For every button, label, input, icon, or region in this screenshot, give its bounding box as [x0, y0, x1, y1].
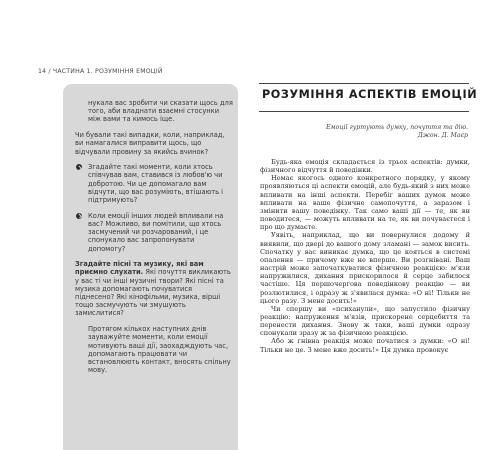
sidebar-music — [75, 260, 233, 317]
body-paragraph: Чи спершу ви «психанули», що запустило фізичну реакцію: напруження м'язів, прискорене серцебиття та перенести дихання. Знову ж таки, вашi думки одразу спонукали зразу ж за фізичною реакцією. — [260, 304, 470, 338]
epigraph-quote: Емоції гуртують думку, почуття та дію. — [325, 124, 468, 131]
body-text — [260, 158, 470, 354]
running-header: 14 / ЧАСТИНА 1. РОЗУМІННЯ ЕМОЦІЙ — [38, 68, 163, 75]
check-circle-icon — [76, 213, 82, 219]
sidebar-intro: нукала вас зробити чи сказати щось для того, аби владнати взаємні стосунки між вами та кимось іще. — [88, 99, 233, 124]
sidebar-music-lead: Згадайте пісні та музику, які вам приємно слухати. — [75, 260, 204, 277]
exercise-sidebar-text — [75, 99, 233, 382]
check-circle-icon — [76, 164, 82, 170]
sidebar-outro: Протягом кількох наступних днів зауважуйте моменти, коли емоції мотивують вашi дії, заохадждують час, допомагають працювати чи встановлюють контакт, вносять спільну мову. — [88, 325, 231, 375]
sidebar-bullet — [75, 163, 233, 204]
body-paragraph: Уявіть, наприклад, що ви повернулися додому й виявили, що двері до вашого дому зламані — замок висить. Спочатку у вас виникає думка, що це кояться в системі опалення — причому вже не вперше. Ви розгнівані. Ваш настрій може започаткуватися фізичною реакцією: м'язи напружилися, дихання прискорилося й серце забилося частіше. Ця першочергова поведінкову реакцію — ви розлютилися, і одразу ж з'явилася думка: «О ні! Тільки не цього разу. З мене досить!» — [260, 231, 470, 305]
epigraph-author: Джон. Д. Маєр — [417, 132, 468, 139]
sidebar-question: Чи бували такі випадки, коли, наприклад, ви намагалися виправити щось, що відчували провину за якийсь вчинок? — [75, 131, 225, 156]
epigraph — [258, 124, 468, 140]
title-rule-top — [259, 83, 469, 84]
sidebar-bullet-text: Згадайте такі моменти, коли хтось співчував вам, ставився із любов'ю чи добротою. Чи це допомагало вам відчути, що вас розуміють, втішають і підтримують? — [88, 163, 224, 205]
sidebar-bullet — [75, 212, 233, 253]
sidebar-music-text: Які почуття викликають у вас ті чи інші музичні твори? Які пісні та музика допомагають почуватися піднесено? Які кінофільми, музика, вірші тощо засмучують чи змушують замислитися? — [75, 268, 231, 318]
title-rule-bottom — [259, 111, 469, 112]
body-paragraph: Або ж гнівна реакція може початися з думки: «О ні! Тільки не це. З мене вже досить!» Ця думка провокує — [260, 337, 470, 354]
sidebar-bullet-text: Коли емоції інших людей впливали на вас? Можливо, ви помітили, що хтось засмучений чи розчарований, і це спонукало вас запропонувати допомогу? — [88, 211, 224, 253]
body-paragraph: Немає якогось одного конкретного порядку, у якому проявляються ці аспекти емоцій, але будь-який з них може впливати на інші аспекти. Перебіг ваших думок може впливати на ваше фізичне самопочуття, а заразом і змінити вашу поведінку. Так само ваші дії — те, як ви поводитеся, — можуть впливати на те, як ви почуваєтеся і про що думаєте. — [260, 174, 470, 232]
section-title: РОЗУМІННЯ АСПЕКТІВ ЕМОЦІЙ — [262, 88, 478, 101]
body-paragraph: Будь-яка емоція складається із трьох аспектів: думки, фізичного відчуття й поведінки. — [260, 158, 470, 175]
